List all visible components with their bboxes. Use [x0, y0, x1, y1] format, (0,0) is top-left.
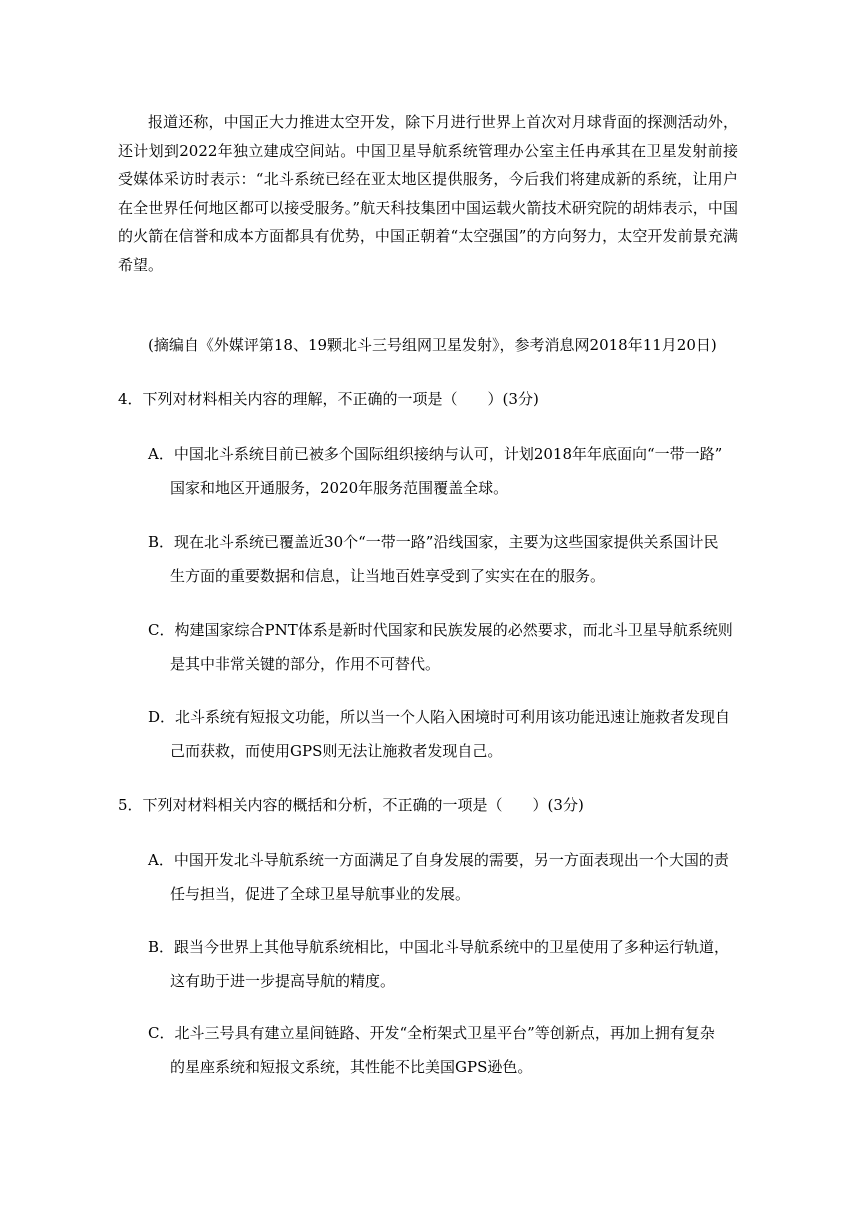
- question-4-option-b: [148, 530, 748, 598]
- option-line: A．中国开发北斗导航系统一方面满足了自身发展的需要，另一方面表现出一个大国的责: [148, 851, 729, 869]
- option-line: 己而获救，而使用GPS则无法让施救者发现自己。: [170, 742, 503, 760]
- option-line: 的星座系统和短报文系统，其性能不比美国GPS逊色。: [170, 1058, 533, 1076]
- question-4-option-d: [148, 705, 748, 773]
- question-4-stem: 4．下列对材料相关内容的理解，不正确的一项是（ ）(3分): [118, 390, 539, 408]
- question-5-stem: 5．下列对材料相关内容的概括和分析，不正确的一项是（ ）(3分): [118, 796, 584, 814]
- option-line: B．跟当今世界上其他导航系统相比，中国北斗导航系统中的卫星使用了多种运行轨道，: [148, 938, 730, 956]
- option-line: C．北斗三号具有建立星间链路、开发“全桁架式卫星平台”等创新点，再加上拥有复杂: [148, 1024, 715, 1042]
- passage-paragraph: 报道还称，中国正大力推进太空开发，除下月进行世界上首次对月球背面的探测活动外，还计划到2022年独立建成空间站。中国卫星导航系统管理办公室主任冉承其在卫星发射前接受媒体采访时表示：“北斗系统已经在亚太地区提供服务，今后我们将建成新的系统，让用户在全世界任何地区都可以接受服务。”航天科技集团中国运载火箭技术研究院的胡炜表示，中国的火箭在信誉和成本方面都具有优势，中国正朝着“太空强国”的方向努力，太空开发前景充满希望。: [118, 113, 738, 274]
- question-5-option-a: [148, 848, 748, 916]
- option-line: 是其中非常关键的部分，作用不可替代。: [170, 655, 441, 673]
- option-line: 任与担当，促进了全球卫星导航事业的发展。: [170, 885, 471, 903]
- option-line: C．构建国家综合PNT体系是新时代国家和民族发展的必然要求，而北斗卫星导航系统则: [148, 621, 733, 639]
- passage-source: (摘编自《外媒评第18、19颗北斗三号组网卫星发射》，参考消息网2018年11月20日): [148, 336, 717, 354]
- option-line: 国家和地区开通服务，2020年服务范围覆盖全球。: [170, 479, 509, 497]
- question-4-option-c: [148, 618, 748, 686]
- question-4-option-a: [148, 442, 748, 510]
- option-line: 生方面的重要数据和信息，让当地百姓享受到了实实在在的服务。: [170, 567, 606, 585]
- option-line: B．现在北斗系统已覆盖近30个“一带一路”沿线国家，主要为这些国家提供关系国计民: [148, 533, 719, 551]
- option-line: A．中国北斗系统目前已被多个国际组织接纳与认可，计划2018年年底面向“一带一路”: [148, 445, 723, 463]
- option-line: 这有助于进一步提高导航的精度。: [170, 972, 396, 990]
- question-5-option-c: [148, 1021, 748, 1089]
- question-5-option-b: [148, 935, 748, 1003]
- option-line: D．北斗系统有短报文功能，所以当一个人陷入困境时可利用该功能迅速让施救者发现自: [148, 708, 731, 726]
